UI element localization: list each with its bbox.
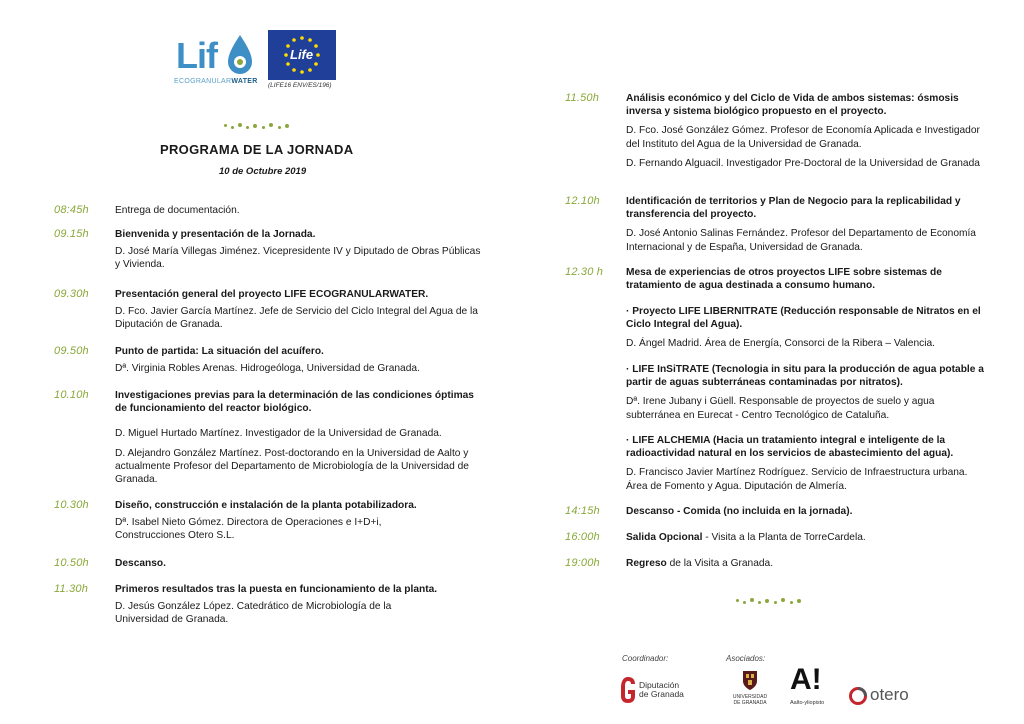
sub-project-title: · Proyecto LIFE LIBERNITRATE (Reducción responsable de Nitratos en el Ciclo Integral del Agua). <box>626 306 981 331</box>
agenda-item-title: Salida Opcional <box>626 532 703 543</box>
decorative-dots <box>736 596 806 606</box>
time-slot: 09.30h <box>54 288 89 300</box>
decorative-dots <box>224 121 294 131</box>
universidad-granada-logo <box>726 668 774 710</box>
agenda-item-text: de la Visita a Granada. <box>666 558 774 569</box>
otero-name: otero <box>870 685 909 704</box>
agenda-item <box>626 557 986 570</box>
time-slot: 09.50h <box>54 345 89 357</box>
speaker: Dª. Virginia Robles Arenas. Hidrogeóloga, Universidad de Granada. <box>115 363 420 375</box>
speaker: D. Francisco Javier Martínez Rodríguez. Servicio de Infraestructura urbana. Área de Fomento y Agua. Diputación de Almería. <box>626 467 968 492</box>
agenda-item-title: Análisis económico y del Ciclo de Vida de ambos sistemas: ósmosis inversa y sistema biológico propuesto en el proyecto. <box>626 93 959 118</box>
speaker: D. José Antonio Salinas Fernández. Profesor del Departamento de Economía Internacional y de España, Universidad de Granada. <box>626 228 976 253</box>
agenda-item <box>115 389 480 486</box>
speaker: D. Miguel Hurtado Martínez. Investigador de la Universidad de Granada. <box>115 428 442 440</box>
logo-sub-water: WATER <box>231 78 258 85</box>
agenda-item <box>115 557 485 570</box>
agenda-item-title: Regreso <box>626 558 667 569</box>
time-slot: 11.50h <box>565 92 600 104</box>
time-slot: 19:00h <box>565 557 600 569</box>
diputacion-emblem-icon <box>620 676 636 704</box>
agenda-item-title: Bienvenida y presentación de la Jornada. <box>115 229 316 240</box>
aalto-mark: A! <box>790 663 822 696</box>
speaker: D. Fco. José González Gómez. Profesor de Economía Aplicada e Investigador del Instituto del Agua de la Universidad de Granada. <box>626 125 980 150</box>
agenda-item-text: Entrega de documentación. <box>115 205 240 216</box>
logo-subtitle <box>174 78 258 85</box>
agenda-item-title: Punto de partida: La situación del acuífero. <box>115 346 324 357</box>
sub-project-item <box>626 305 986 351</box>
speaker: D. Jesús González López. Catedrático de Microbiología de la Universidad de Granada. <box>115 601 392 626</box>
agenda-item <box>115 204 485 217</box>
time-slot: 10.10h <box>54 389 89 401</box>
speaker: Dª. Isabel Nieto Gómez. Directora de Operaciones e I+D+i, Construcciones Otero S.L. <box>115 517 382 542</box>
time-slot: 10.30h <box>54 499 89 511</box>
agenda-item-title: Identificación de territorios y Plan de Negocio para la replicabilidad y transferencia del proyecto. <box>626 196 961 221</box>
speaker: D. Fernando Alguacil. Investigador Pre-Doctoral de la Universidad de Granada <box>626 157 980 169</box>
agenda-item <box>626 195 988 254</box>
otero-logo <box>848 684 912 708</box>
time-slot: 11.30h <box>54 583 89 595</box>
time-slot: 10.50h <box>54 557 89 569</box>
university-crest-icon <box>740 668 760 692</box>
event-date: 10 de Octubre 2019 <box>219 166 307 177</box>
eu-logo-word: Life <box>290 47 314 62</box>
sub-project-item <box>626 363 986 422</box>
sub-project-item <box>626 434 986 493</box>
water-drop-icon <box>226 33 254 75</box>
agenda-item-title: Mesa de experiencias de otros proyectos LIFE sobre sistemas de tratamiento de agua destinada a consumo humano. <box>626 267 942 292</box>
agenda-item-title: Diseño, construcción e instalación de la planta potabilizadora. <box>115 500 417 511</box>
time-slot: 09.15h <box>54 228 89 240</box>
page-title: PROGRAMA DE LA JORNADA <box>160 142 354 157</box>
diputacion-name-1: Diputación <box>639 680 680 690</box>
coordinador-label: Coordinador: <box>622 654 669 663</box>
agenda-item-title: Descanso - Comida (no incluida en la jornada). <box>626 506 853 517</box>
agenda-item-title: Presentación general del proyecto LIFE ECOGRANULARWATER. <box>115 289 429 300</box>
agenda-item <box>115 345 485 375</box>
time-slot: 12.10h <box>565 195 600 207</box>
speaker: D. Ángel Madrid. Área de Energía, Consorci de la Ribera – Valencia. <box>626 338 935 350</box>
ugr-name-2: DE GRANADA <box>733 700 767 706</box>
eu-life-logo <box>268 30 336 80</box>
eu-project-code: (LIFE16 ENV/ES/196) <box>268 82 332 89</box>
agenda-item <box>626 505 986 518</box>
speaker: Dª. Irene Jubany i Güell. Responsable de proyectos de suelo y agua subterránea en Eurecat - Centro Tecnológico de Cataluña. <box>626 396 935 421</box>
time-slot: 14:15h <box>565 505 600 517</box>
agenda-item-title: Descanso. <box>115 558 166 569</box>
agenda-item <box>115 228 485 272</box>
speaker: D. Fco. Javier García Martínez. Jefe de Servicio del Ciclo Integral del Agua de la Diputación de Granada. <box>115 306 478 331</box>
logo-sub-eco: ECOGRANULAR <box>174 78 232 85</box>
time-slot: 08:45h <box>54 204 89 216</box>
agenda-item <box>626 92 986 170</box>
agenda-item <box>626 531 986 544</box>
time-slot: 12.30 h <box>565 266 604 278</box>
otero-ring-icon <box>848 686 868 706</box>
sub-project-title: · LIFE ALCHEMIA (Hacia un tratamiento integral e inteligente de la radioactividad natural en los servicios de abastecimiento del agua). <box>626 435 954 460</box>
agenda-item <box>115 583 485 627</box>
speaker: D. Alejandro González Martínez. Post-doctorando en la Universidad de Aalto y actualmente Profesor del Departamento de Microbiología de la Universidad de Granada. <box>115 447 469 486</box>
agenda-item <box>115 499 485 543</box>
aalto-name: Aalto-yliopisto <box>790 700 825 706</box>
sub-project-title: · LIFE InSiTRATE (Tecnologia in situ para la producción de agua potable a partir de aguas subterráneas contaminadas por nitratos). <box>626 364 984 389</box>
diputacion-granada-logo <box>620 676 690 706</box>
agenda-item-title: Primeros resultados tras la puesta en funcionamiento de la planta. <box>115 584 438 595</box>
agenda-item-title: Investigaciones previas para la determinación de las condiciones óptimas de funcionamiento del reactor biológico. <box>115 390 474 415</box>
time-slot: 16:00h <box>565 531 600 543</box>
asociados-label: Asociados: <box>726 654 766 663</box>
aalto-logo <box>788 663 834 710</box>
agenda-item <box>626 266 986 292</box>
agenda-item <box>115 288 485 332</box>
ugr-name-1: UNIVERSIDAD <box>732 694 768 700</box>
diputacion-name-2: de Granada <box>639 689 684 699</box>
agenda-item-text: - Visita a la Planta de TorreCardela. <box>702 532 866 543</box>
logo-life-word: Lif <box>176 35 217 76</box>
speaker: D. José María Villegas Jiménez. Vicepresidente IV y Diputado de Obras Públicas y Vivienda. <box>115 246 481 271</box>
